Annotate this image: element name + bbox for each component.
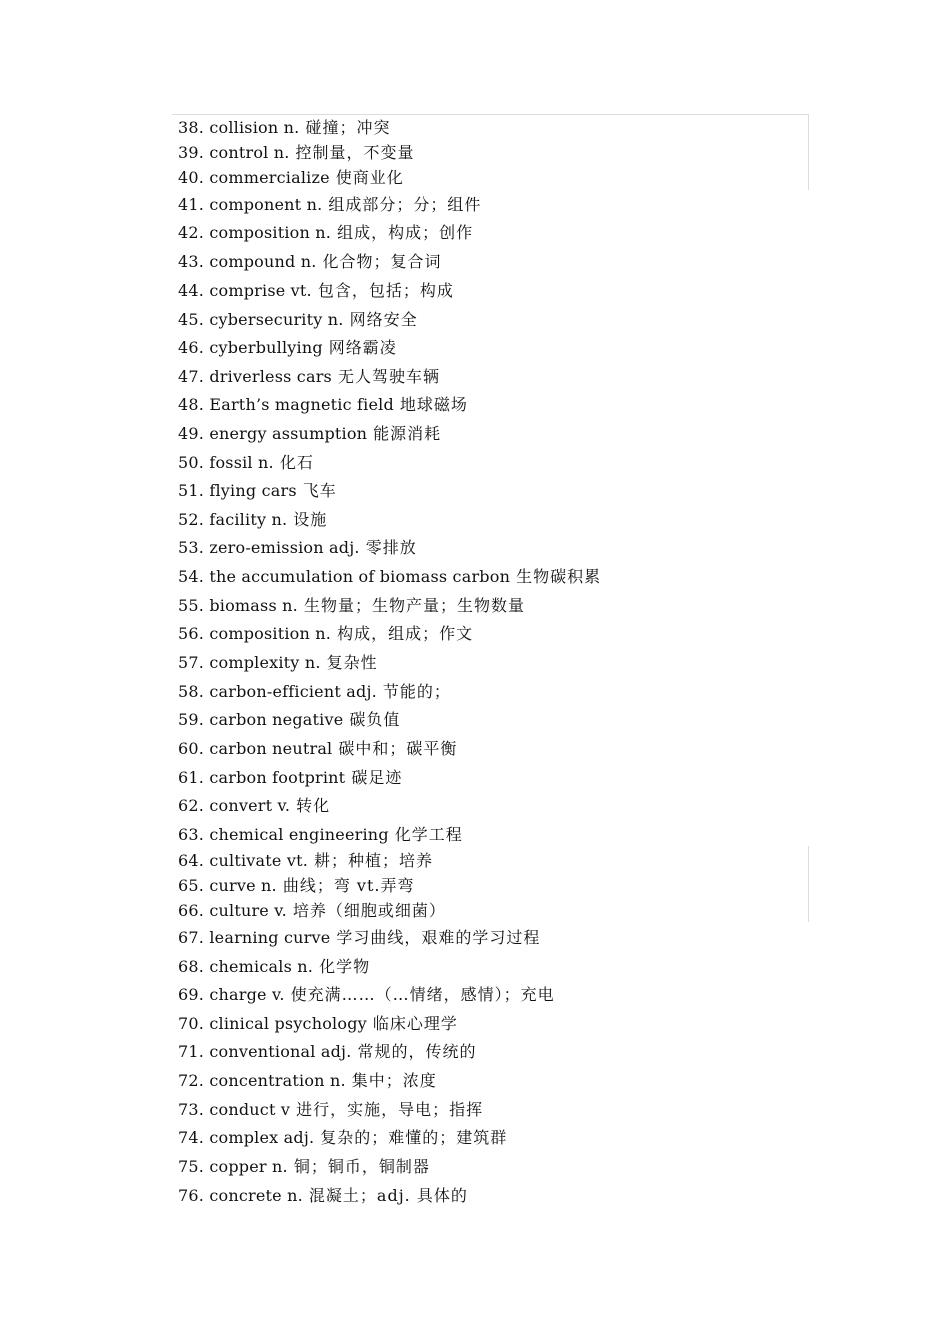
entry-definition: 使充满……（…情绪，感情）；充电 [290, 985, 555, 1004]
entry-number: 41. [178, 195, 205, 214]
entry-definition: 网络安全 [349, 310, 418, 329]
entry-term: learning curve [209, 928, 331, 947]
vocab-entry [178, 851, 433, 871]
entry-term: commercialize [209, 168, 330, 187]
entry-term: carbon footprint [209, 768, 346, 787]
entry-term: fossil n. [209, 453, 274, 472]
entry-term: Earth’s magnetic field [209, 395, 394, 414]
entry-definition: 复杂性 [326, 653, 378, 672]
entry-number: 76. [178, 1186, 205, 1205]
entry-definition: 组成部分；分；组件 [328, 195, 482, 214]
entry-term: the accumulation of biomass carbon [209, 567, 511, 586]
entry-definition: 铜；铜币，铜制器 [293, 1157, 430, 1176]
entry-definition: 构成，组成；作文 [337, 624, 474, 643]
entry-number: 47. [178, 367, 205, 386]
entry-definition: 化学工程 [394, 825, 463, 844]
entry-number: 55. [178, 596, 205, 615]
entry-definition: 碰撞；冲突 [305, 118, 391, 137]
vocab-entry [178, 453, 314, 473]
entry-definition: 进行，实施，导电；指挥 [296, 1100, 484, 1119]
vocab-entry [178, 395, 468, 415]
frame-rule-top [172, 114, 809, 115]
entry-number: 43. [178, 252, 205, 271]
vocab-entry [178, 682, 451, 702]
entry-number: 54. [178, 567, 205, 586]
entry-number: 46. [178, 338, 205, 357]
entry-number: 61. [178, 768, 205, 787]
entry-number: 70. [178, 1014, 205, 1033]
entry-term: comprise vt. [209, 281, 312, 300]
entry-definition: 生物量；生物产量；生物数量 [303, 596, 525, 615]
entry-term: facility n. [209, 510, 288, 529]
vocab-entry [178, 796, 330, 816]
vocab-entry [178, 825, 463, 845]
vocab-entry [178, 223, 473, 243]
entry-number: 69. [178, 985, 205, 1004]
vocab-entry [178, 195, 481, 215]
entry-definition: 使商业化 [335, 168, 404, 187]
entry-term: cybersecurity n. [209, 310, 344, 329]
entry-term: curve n. [209, 876, 277, 895]
vocab-entry [178, 1157, 430, 1177]
entry-term: carbon negative [209, 710, 344, 729]
entry-definition: 碳中和；碳平衡 [338, 739, 458, 758]
vocab-entry [178, 1042, 477, 1062]
entry-number: 49. [178, 424, 205, 443]
entry-number: 42. [178, 223, 205, 242]
vocab-entry [178, 985, 555, 1005]
entry-definition: 复杂的；难懂的；建筑群 [320, 1128, 508, 1147]
vocab-entry [178, 901, 446, 921]
entry-number: 62. [178, 796, 205, 815]
entry-number: 75. [178, 1157, 205, 1176]
entry-definition: 化合物；复合词 [322, 252, 442, 271]
entry-definition: 耕；种植；培养 [314, 851, 434, 870]
entry-definition: 控制量，不变量 [295, 143, 415, 162]
vocab-entry [178, 710, 400, 730]
entry-number: 52. [178, 510, 205, 529]
entry-term: clinical psychology [209, 1014, 367, 1033]
entry-term: collision n. [209, 118, 300, 137]
vocab-entry [178, 367, 440, 387]
entry-term: zero-emission adj. [209, 538, 360, 557]
entry-term: culture v. [209, 901, 287, 920]
entry-term: copper n. [209, 1157, 288, 1176]
entry-term: complex adj. [209, 1128, 315, 1147]
entry-definition: 碳足迹 [351, 768, 403, 787]
entry-number: 39. [178, 143, 205, 162]
vocab-entry [178, 876, 415, 896]
vocab-entry [178, 928, 540, 948]
entry-term: complexity n. [209, 653, 321, 672]
entry-number: 58. [178, 682, 205, 701]
entry-definition: 集中；浓度 [351, 1071, 437, 1090]
entry-term: compound n. [209, 252, 317, 271]
entry-number: 44. [178, 281, 205, 300]
entry-term: conventional adj. [209, 1042, 352, 1061]
vocab-entry [178, 310, 418, 330]
vocab-entry [178, 624, 473, 644]
entry-number: 51. [178, 481, 205, 500]
entry-term: cultivate vt. [209, 851, 308, 870]
entry-number: 60. [178, 739, 205, 758]
entry-number: 56. [178, 624, 205, 643]
entry-number: 50. [178, 453, 205, 472]
vocab-entry [178, 538, 417, 558]
vocab-entry [178, 768, 402, 788]
entry-definition: 能源消耗 [373, 424, 442, 443]
entry-term: concrete n. [209, 1186, 303, 1205]
vocab-entry [178, 252, 442, 272]
entry-number: 66. [178, 901, 205, 920]
entry-definition: 无人驾驶车辆 [337, 367, 440, 386]
entry-definition: 生物碳积累 [516, 567, 602, 586]
vocab-entry [178, 739, 457, 759]
vocab-entry [178, 1186, 468, 1206]
entry-definition: 培养（细胞或细菌） [292, 901, 446, 920]
entry-number: 40. [178, 168, 205, 187]
entry-definition: 组成，构成；创作 [337, 223, 474, 242]
entry-term: driverless cars [209, 367, 332, 386]
entry-number: 71. [178, 1042, 205, 1061]
entry-number: 45. [178, 310, 205, 329]
entry-number: 67. [178, 928, 205, 947]
entry-definition: 化石 [279, 453, 314, 472]
entry-definition: 节能的； [382, 682, 451, 701]
entry-definition: 学习曲线，艰难的学习过程 [336, 928, 541, 947]
entry-term: carbon neutral [209, 739, 333, 758]
entry-definition: 设施 [293, 510, 328, 529]
entry-term: biomass n. [209, 596, 298, 615]
entry-term: energy assumption [209, 424, 368, 443]
entry-definition: 化学物 [319, 957, 371, 976]
entry-number: 64. [178, 851, 205, 870]
entry-number: 73. [178, 1100, 205, 1119]
entry-number: 63. [178, 825, 205, 844]
vocab-entry [178, 481, 337, 501]
vocab-entry [178, 168, 404, 188]
entry-term: control n. [209, 143, 290, 162]
entry-term: composition n. [209, 624, 332, 643]
entry-definition: 地球磁场 [399, 395, 468, 414]
entry-term: chemical engineering [209, 825, 389, 844]
entry-term: conduct v [209, 1100, 291, 1119]
entry-definition: 转化 [296, 796, 331, 815]
entry-term: chemicals n. [209, 957, 314, 976]
entry-definition: 碳负值 [349, 710, 401, 729]
entry-number: 57. [178, 653, 205, 672]
entry-term: concentration n. [209, 1071, 346, 1090]
entry-term: composition n. [209, 223, 332, 242]
entry-term: flying cars [209, 481, 297, 500]
vocab-entry [178, 118, 390, 138]
entry-number: 59. [178, 710, 205, 729]
vocab-entry [178, 567, 601, 587]
vocab-entry [178, 143, 415, 163]
entry-term: cyberbullying [209, 338, 323, 357]
entry-term: convert v. [209, 796, 291, 815]
entry-definition: 网络霸凌 [328, 338, 397, 357]
vocab-entry [178, 510, 327, 530]
entry-term: carbon-efficient adj. [209, 682, 377, 701]
frame-rule-right-upper [808, 114, 809, 190]
vocab-entry [178, 1014, 458, 1034]
vocab-entry [178, 1100, 483, 1120]
entry-number: 74. [178, 1128, 205, 1147]
entry-number: 72. [178, 1071, 205, 1090]
entry-definition: 常规的，传统的 [357, 1042, 477, 1061]
entry-definition: 曲线；弯 vt.弄弯 [282, 876, 415, 895]
frame-rule-right-lower [808, 846, 809, 922]
vocab-entry [178, 957, 370, 977]
vocab-entry [178, 1128, 507, 1148]
entry-definition: 包含，包括；构成 [317, 281, 454, 300]
entry-number: 48. [178, 395, 205, 414]
vocab-entry [178, 338, 397, 358]
entry-term: charge v. [209, 985, 285, 1004]
vocab-entry [178, 596, 525, 616]
entry-definition: 混凝土；adj. 具体的 [308, 1186, 468, 1205]
vocab-entry [178, 653, 378, 673]
entry-definition: 临床心理学 [372, 1014, 458, 1033]
entry-number: 53. [178, 538, 205, 557]
vocab-entry [178, 281, 454, 301]
vocab-entry [178, 1071, 437, 1091]
entry-number: 38. [178, 118, 205, 137]
entry-number: 65. [178, 876, 205, 895]
entry-definition: 零排放 [365, 538, 417, 557]
vocab-entry [178, 424, 441, 444]
entry-number: 68. [178, 957, 205, 976]
entry-definition: 飞车 [302, 481, 337, 500]
entry-term: component n. [209, 195, 323, 214]
